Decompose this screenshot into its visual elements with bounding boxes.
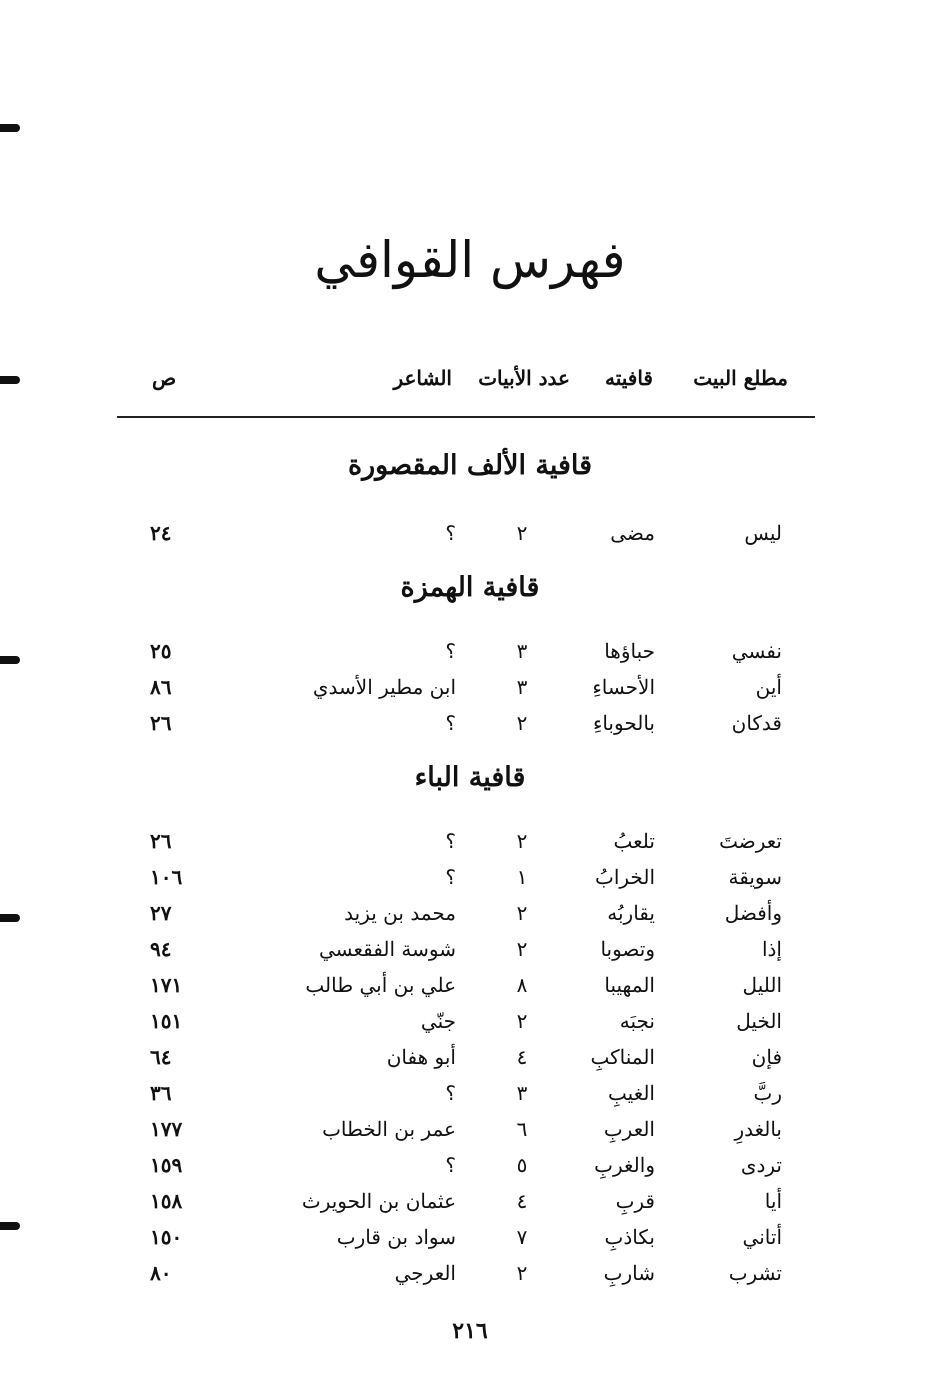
poet-cell: العرجي: [394, 1261, 456, 1285]
poet-cell: أبو هفان: [386, 1045, 456, 1069]
verse-cell: ليس: [744, 521, 782, 545]
scan-margin-mark: [0, 124, 20, 132]
section-title: قافية الهمزة: [400, 572, 540, 603]
page-cell: ٢٤: [150, 521, 172, 545]
verse-cell: تشرب: [728, 1261, 782, 1285]
page-cell: ٢٦: [150, 711, 172, 735]
count-cell: ٢: [516, 829, 528, 853]
table-row: [0, 1004, 940, 1038]
verse-cell: ربَّ: [753, 1081, 782, 1105]
rhyme-cell: المناكبِ: [590, 1045, 655, 1069]
count-cell: ٢: [516, 1261, 528, 1285]
rhyme-cell: نجبَه: [619, 1009, 655, 1033]
count-cell: ٢: [516, 901, 528, 925]
header-divider: [117, 416, 815, 418]
verse-cell: إذا: [761, 937, 782, 961]
rhyme-cell: مضى: [610, 521, 655, 545]
page-cell: ٨٠: [150, 1261, 172, 1285]
count-cell: ١: [516, 865, 528, 889]
table-row: [0, 516, 940, 550]
page-cell: ١٧٧: [150, 1117, 183, 1141]
header-count: عدد الأبيات: [478, 366, 570, 390]
count-cell: ٧: [516, 1225, 528, 1249]
page-cell: ٨٦: [150, 675, 172, 699]
count-cell: ٢: [516, 521, 528, 545]
rhyme-cell: الخرابُ: [595, 865, 655, 889]
poet-cell: ؟: [445, 865, 456, 889]
rhyme-cell: والغربِ: [594, 1153, 655, 1177]
table-header: [0, 366, 940, 406]
poet-cell: ؟: [445, 829, 456, 853]
page-cell: ٢٧: [150, 901, 172, 925]
poet-cell: ؟: [445, 1153, 456, 1177]
verse-cell: أيا: [764, 1189, 782, 1213]
header-verse: مطلع البيت: [693, 366, 788, 390]
table-row: [0, 1148, 940, 1182]
page-title: فهرس القوافي: [314, 231, 626, 289]
poet-cell: علي بن أبي طالب: [305, 973, 456, 997]
rhyme-cell: شاربِ: [603, 1261, 655, 1285]
count-cell: ٤: [516, 1045, 528, 1069]
poet-cell: ؟: [445, 639, 456, 663]
page-cell: ٢٦: [150, 829, 172, 853]
count-cell: ٢: [516, 937, 528, 961]
count-cell: ٤: [516, 1189, 528, 1213]
page-cell: ١٧١: [150, 973, 183, 997]
count-cell: ٣: [516, 675, 528, 699]
poet-cell: سواد بن قارب: [336, 1225, 456, 1249]
table-row: [0, 968, 940, 1002]
poet-cell: محمد بن يزيد: [344, 901, 456, 925]
header-poet: الشاعر: [393, 366, 452, 390]
page-cell: ١٥٩: [150, 1153, 183, 1177]
verse-cell: بالغدرِ: [734, 1117, 782, 1141]
table-row: [0, 670, 940, 704]
table-row: [0, 860, 940, 894]
table-row: [0, 1256, 940, 1290]
page-cell: ٩٤: [150, 937, 172, 961]
rhyme-cell: وتصوبا: [600, 937, 655, 961]
table-row: [0, 1040, 940, 1074]
verse-cell: قدكان: [731, 711, 782, 735]
verse-cell: وأفضل: [724, 901, 782, 925]
table-row: [0, 896, 940, 930]
count-cell: ٦: [516, 1117, 528, 1141]
page-cell: ١٠٦: [150, 865, 183, 889]
verse-cell: سويقة: [728, 865, 782, 889]
verse-cell: فإن: [751, 1045, 782, 1069]
rhyme-cell: بالحوباءِ: [592, 711, 655, 735]
rhyme-cell: الغيبِ: [608, 1081, 655, 1105]
rhyme-cell: تلعبُ: [613, 829, 655, 853]
count-cell: ٢: [516, 1009, 528, 1033]
verse-cell: أين: [755, 675, 782, 699]
rhyme-cell: بكاذبِ: [604, 1225, 655, 1249]
page-cell: ٣٦: [150, 1081, 172, 1105]
page-cell: ١٥٨: [150, 1189, 183, 1213]
count-cell: ٥: [516, 1153, 528, 1177]
table-row: [0, 824, 940, 858]
poet-cell: ؟: [445, 521, 456, 545]
table-row: [0, 634, 940, 668]
rhyme-cell: يقاربُه: [607, 901, 655, 925]
rhyme-cell: العربِ: [603, 1117, 655, 1141]
page-cell: ١٥٠: [150, 1225, 183, 1249]
rhyme-cell: المهيبا: [604, 973, 655, 997]
page-number: ٢١٦: [452, 1318, 488, 1344]
count-cell: ٣: [516, 1081, 528, 1105]
table-row: [0, 1076, 940, 1110]
count-cell: ٣: [516, 639, 528, 663]
verse-cell: الليل: [742, 973, 782, 997]
header-page: ص: [152, 366, 177, 390]
table-row: [0, 1184, 940, 1218]
table-row: [0, 932, 940, 966]
poet-cell: ؟: [445, 1081, 456, 1105]
verse-cell: تردى: [740, 1153, 782, 1177]
poet-cell: عمر بن الخطاب: [322, 1117, 456, 1141]
table-row: [0, 706, 940, 740]
page-cell: ٢٥: [150, 639, 172, 663]
poet-cell: جنّي: [420, 1009, 456, 1033]
header-rhyme: قافيته: [604, 366, 653, 390]
table-row: [0, 1220, 940, 1254]
page-cell: ١٥١: [150, 1009, 183, 1033]
verse-cell: الخيل: [736, 1009, 782, 1033]
verse-cell: تعرضتَ: [719, 829, 782, 853]
poet-cell: شوسة الفقعسي: [319, 937, 456, 961]
section-title: قافية الألف المقصورة: [347, 450, 593, 481]
verse-cell: أتاني: [742, 1225, 782, 1249]
rhyme-cell: الأحساءِ: [592, 675, 655, 699]
count-cell: ٨: [516, 973, 528, 997]
table-row: [0, 1112, 940, 1146]
poet-cell: عثمان بن الحويرث: [301, 1189, 456, 1213]
verse-cell: نفسي: [731, 639, 782, 663]
count-cell: ٢: [516, 711, 528, 735]
poet-cell: ابن مطير الأسدي: [312, 675, 456, 699]
poet-cell: ؟: [445, 711, 456, 735]
section-title: قافية الباء: [414, 762, 526, 793]
page-cell: ٦٤: [150, 1045, 172, 1069]
rhyme-cell: قربِ: [615, 1189, 655, 1213]
rhyme-cell: حباؤها: [604, 639, 655, 663]
